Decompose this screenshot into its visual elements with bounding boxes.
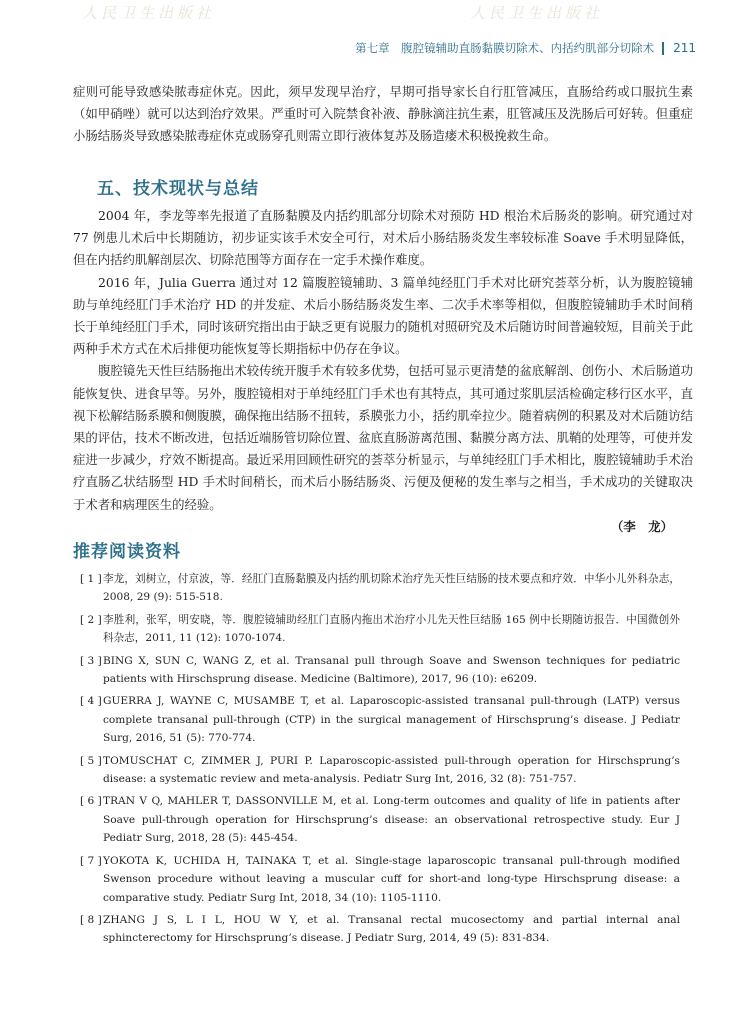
reference-text: 李胜利，张军，明安晓，等．腹腔镜辅助经肛门直肠内拖出术治疗小儿先天性巨结肠 165 例中长期随访报告．中国微创外科杂志，2011, 11 (12): 1070-1074. [103, 613, 680, 645]
body-paragraph-2: 2016 年，Julia Guerra 通过对 12 篇腹腔镜辅助、3 篇单纯经肛门手术对比研究荟萃分析，认为腹腔镜辅助与单纯经肛门手术治疗 HD 的并发症、术后小肠结肠炎发生率、二次手术率等相似，但腹腔镜辅助手术时间稍长于单纯经肛门手术，同时该研究指出由于缺乏更有说服力的随机对照研究及术后随访时间普遍较短，目前关于此两种手术方式在术后排便功能恢复等长期指标中仍存在争议。 [73, 274, 693, 357]
body-paragraph-1: 2004 年，李龙等率先报道了直肠黏膜及内括约肌部分切除术对预防 HD 根治术后肠炎的影响。研究通过对 77 例患儿术后中长期随访，初步证实该手术安全可行，对术后小肠结肠炎发生率较标准 Soave 手术明显降低，但在内括约肌解剖层次、切除范围等方面存在一定手术操作难度。 [73, 208, 693, 268]
reference-text: TRAN V Q, MAHLER T, DASSONVILLE M, et al. Long-term outcomes and quality of life in patients after Soave pull-through operation for Hirschsprung’s disease: an observational retrospective study. Eur J Pediatr Surg, 2018, 28 (5): 445-454. [103, 795, 680, 845]
reference-item [80, 692, 680, 747]
publisher-watermark: 人民卫生出版社 [470, 4, 604, 22]
reference-number: [ 5 ] [80, 754, 102, 767]
reference-number: [ 1 ] [80, 573, 102, 585]
reference-number: [ 2 ] [80, 613, 102, 626]
reference-number: [ 8 ] [80, 913, 102, 926]
reference-text: GUERRA J, WAYNE C, MUSAMBE T, et al. Laparoscopic-assisted transanal pull-through (LATP) versus complete transanal pull-through (CTP) in the surgical management of Hirschsprung’s disease. J Pediatr Surg, 2016, 51 (5): 770-774. [103, 695, 680, 745]
publisher-watermark: 人民卫生出版社 [82, 4, 216, 22]
reference-list [80, 570, 680, 952]
reference-number: [ 7 ] [80, 854, 102, 867]
reference-number: [ 6 ] [80, 795, 102, 808]
section-body [73, 205, 693, 538]
intro-block [73, 81, 693, 148]
reference-item [80, 570, 680, 607]
reference-number: [ 3 ] [80, 654, 102, 667]
section-heading: 五、技术现状与总结 [97, 179, 259, 199]
running-header [355, 40, 696, 56]
references-heading: 推荐阅读资料 [73, 542, 181, 562]
reference-item [80, 611, 680, 648]
page-number: 211 [673, 41, 696, 55]
intro-paragraph: 症则可能导致感染脓毒症休克。因此，须早发现早治疗，早期可指导家长自行肛管减压，直肠给药或口服抗生素（如甲硝唑）就可以达到治疗效果。严重时可入院禁食补液、静脉滴注抗生素，肛管减压及洗肠后可好转。但重症小肠结肠炎导致感染脓毒症休克或肠穿孔则需立即行液体复苏及肠造瘘术积极挽救生命。 [73, 84, 693, 144]
header-divider [662, 42, 664, 55]
author-signature: （李 龙） [611, 518, 673, 534]
reference-item [80, 652, 680, 689]
reference-item [80, 792, 680, 847]
reference-text: YOKOTA K, UCHIDA H, TAINAKA T, et al. Single-stage laparoscopic transanal pull-through modified Swenson procedure without leaving a muscular cuff for short-and long-type Hirschsprung disease: a comparative study. Pediatr Surg Int, 2018, 34 (10): 1105-1110. [103, 854, 680, 904]
reference-text: BING X, SUN C, WANG Z, et al. Transanal pull through Soave and Swenson techniques for pediatric patients with Hirschsprung disease. Medicine (Baltimore), 2017, 96 (10): e6209. [103, 654, 680, 686]
reference-text: ZHANG J S, L I L, HOU W Y, et al. Transanal rectal mucosectomy and partial internal anal sphincterectomy for Hirschsprung’s disease. J Pediatr Surg, 2014, 49 (5): 831-834. [103, 913, 680, 945]
body-paragraph-3: 腹腔镜先天性巨结肠拖出术较传统开腹手术有较多优势，包括可显示更清楚的盆底解剖、创伤小、术后肠道功能恢复快、进食早等。另外，腹腔镜相对于单纯经肛门手术也有其特点，其可通过浆肌层活检确定移行区水平，直视下松解结肠系膜和侧腹膜，确保拖出结肠不扭转，系膜张力小，括约肌牵拉少。随着病例的积累及对术后随访结果的评估，技术不断改进，包括近端肠管切除位置、盆底直肠游离范围、黏膜分离方法、肌鞘的处理等，可使并发症进一步减少，疗效不断提高。最近采用回顾性研究的荟萃分析显示，与单纯经肛门手术相比，腹腔镜辅助手术治疗直肠乙状结肠型 HD 手术时间稍长，而术后小肠结肠炎、污便及便秘的发生率与之相当，手术成功的关键取决于术者和病理医生的经验。 [73, 363, 693, 512]
reference-text: 李龙，刘树立，付京波，等．经肛门直肠黏膜及内括约肌切除术治疗先天性巨结肠的技术要点和疗效．中华小儿外科杂志，2008, 29 (9): 515-518. [103, 573, 680, 604]
reference-item [80, 911, 680, 948]
reference-item [80, 752, 680, 789]
reference-item [80, 852, 680, 907]
chapter-title: 第七章 腹腔镜辅助直肠黏膜切除术、内括约肌部分切除术 [355, 41, 655, 55]
reference-text: TOMUSCHAT C, ZIMMER J, PURI P. Laparoscopic-assisted pull-through operation for Hirschsprung’s disease: a systematic review and meta-analysis. Pediatr Surg Int, 2016, 32 (8): 751-757. [103, 754, 680, 786]
reference-number: [ 4 ] [80, 695, 102, 708]
